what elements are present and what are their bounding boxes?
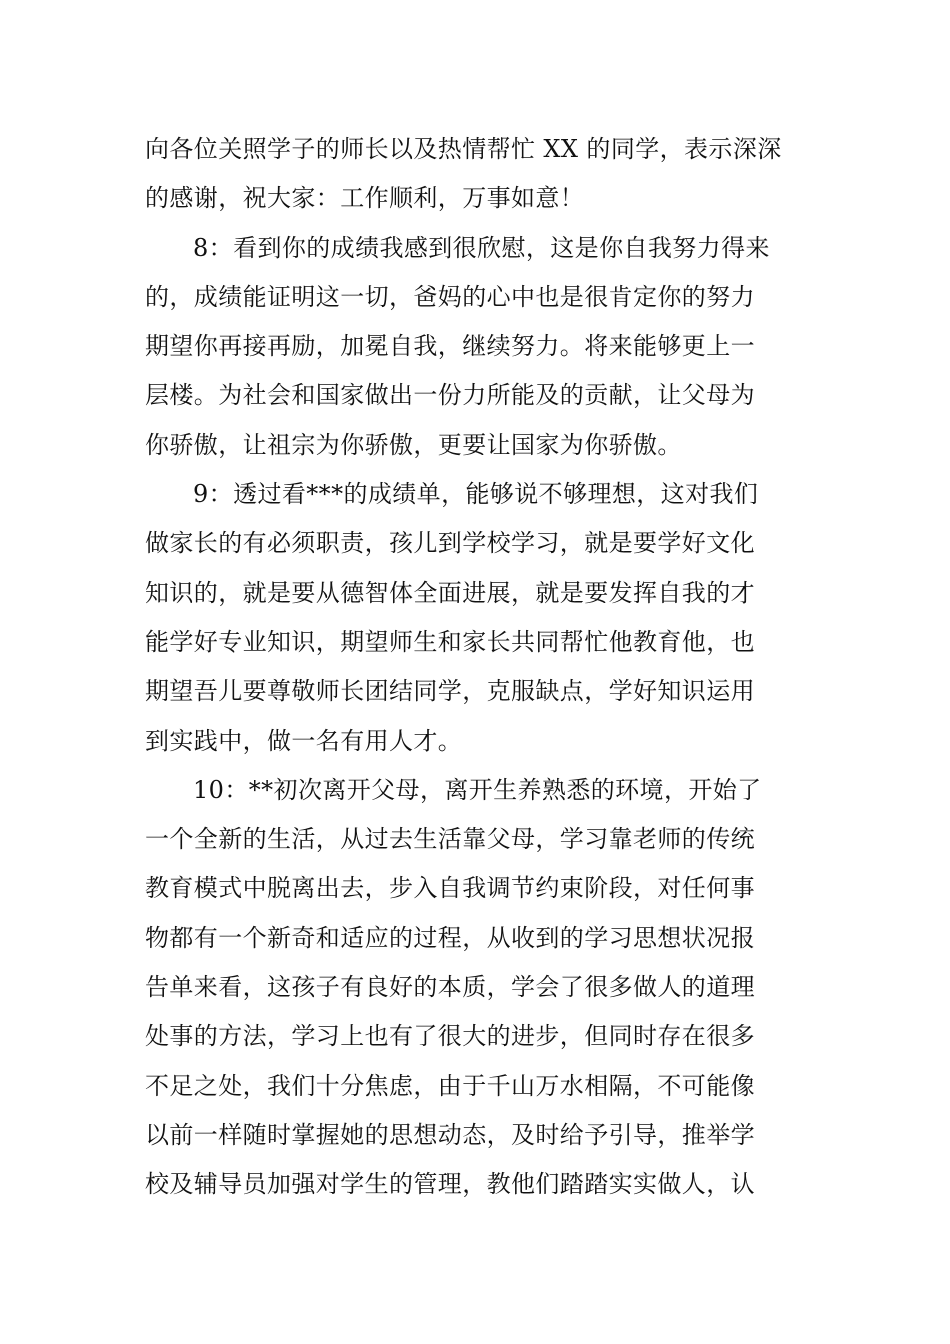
text-line: 层楼。为社会和国家做出一份力所能及的贡献，让父母为 <box>145 381 755 410</box>
text-line: 一个全新的生活，从过去生活靠父母，学习靠老师的传统 <box>145 825 755 854</box>
text-line: 8：看到你的成绩我感到很欣慰，这是你自我努力得来 <box>193 233 770 262</box>
text-line: 9：透过看***的成绩单，能够说不够理想，这对我们 <box>193 480 759 509</box>
text-line: 的感谢，祝大家：工作顺利，万事如意！ <box>145 184 585 213</box>
text-line: 知识的，就是要从德智体全面进展，就是要发挥自我的才 <box>145 578 755 607</box>
text-line: 物都有一个新奇和适应的过程，从收到的学习思想状况报 <box>145 923 755 952</box>
document-body <box>145 125 807 1210</box>
text-line: 到实践中，做一名有用人才。 <box>145 726 463 755</box>
paragraph-10 <box>145 766 807 1210</box>
text-line: 能学好专业知识，期望师生和家长共同帮忙他教育他，也 <box>145 627 755 656</box>
text-line: 向各位关照学子的师长以及热情帮忙 XX 的同学，表示深深 <box>145 135 782 163</box>
paragraph-thanks <box>145 125 807 224</box>
text-line: 的，成绩能证明这一切，爸妈的心中也是很肯定你的努力 <box>145 282 755 311</box>
paragraph-9 <box>145 470 807 766</box>
paragraph-8 <box>145 224 807 470</box>
text-line: 不足之处，我们十分焦虑，由于千山万水相隔，不可能像 <box>145 1071 755 1100</box>
text-line: 期望吾儿要尊敬师长团结同学，克服缺点，学好知识运用 <box>145 677 755 706</box>
text-line: 告单来看，这孩子有良好的本质，学会了很多做人的道理 <box>145 973 755 1002</box>
text-line: 你骄傲，让祖宗为你骄傲，更要让国家为你骄傲。 <box>145 430 682 459</box>
text-line: 校及辅导员加强对学生的管理，教他们踏踏实实做人，认 <box>145 1170 755 1199</box>
text-line: 以前一样随时掌握她的思想动态，及时给予引导，推举学 <box>145 1120 755 1149</box>
text-line: 处事的方法，学习上也有了很大的进步，但同时存在很多 <box>145 1022 755 1051</box>
text-line: 做家长的有必须职责，孩儿到学校学习，就是要学好文化 <box>145 529 755 558</box>
text-line: 10：**初次离开父母，离开生养熟悉的环境，开始了 <box>193 775 762 804</box>
text-line: 期望你再接再励，加冕自我，继续努力。将来能够更上一 <box>145 332 755 361</box>
text-line: 教育模式中脱离出去，步入自我调节约束阶段，对任何事 <box>145 874 755 903</box>
